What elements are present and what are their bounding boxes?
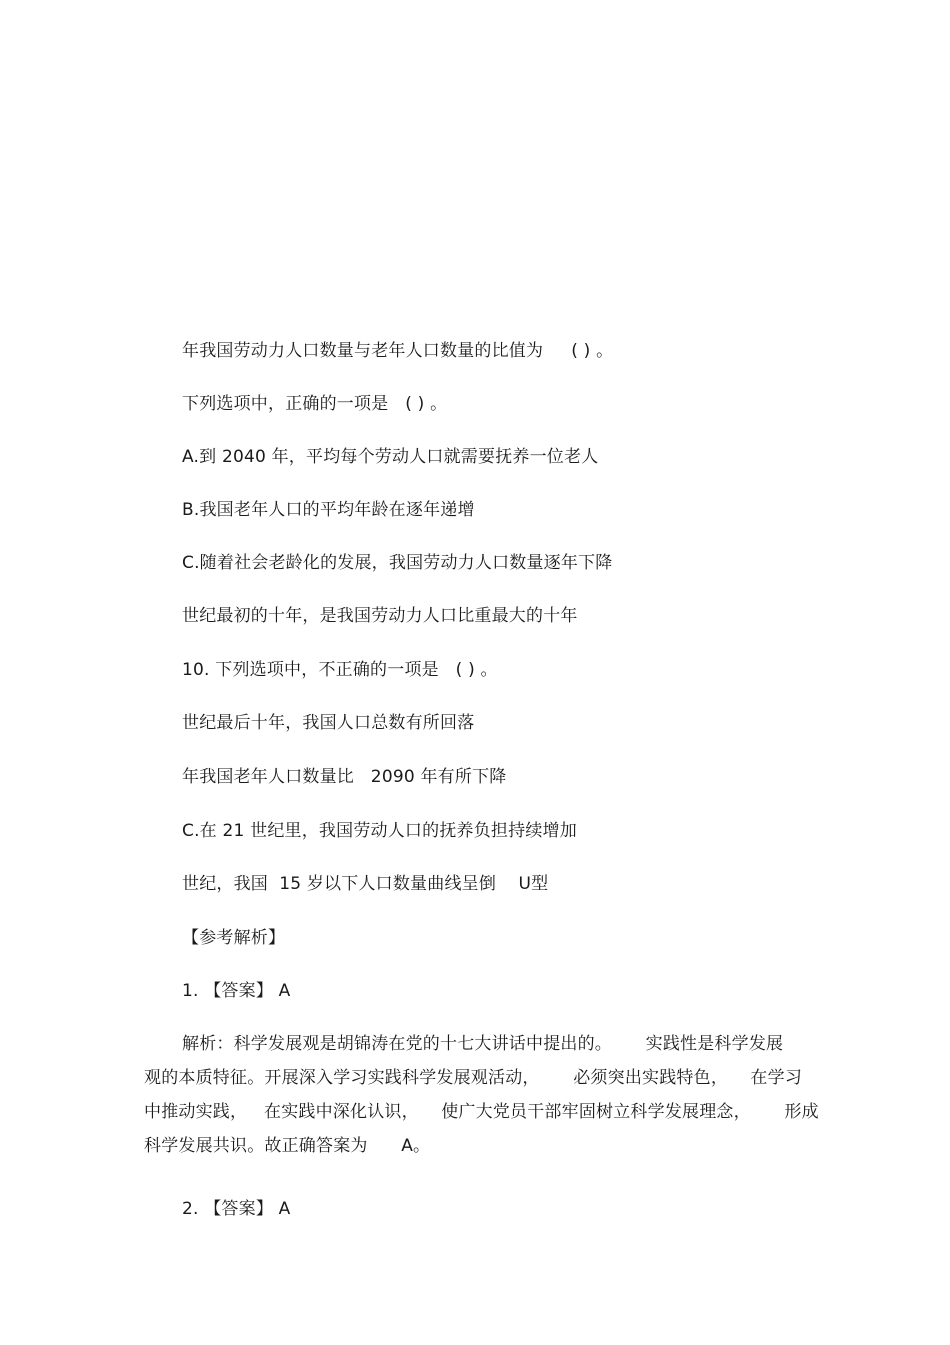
explanation-line: 观的本质特征。开展深入学习实践科学发展观活动， 必须突出实践特色， 在学习 <box>144 1068 803 1088</box>
q10-option-b: 年我国老年人口数量比 2090 年有所下降 <box>182 767 507 787</box>
explanation-line: 科学发展共识。故正确答案为 A。 <box>144 1136 431 1156</box>
q10-option-c: C.在 21 世纪里，我国劳动人口的抚养负担持续增加 <box>182 821 577 841</box>
q10-option-d: 世纪，我国 15 岁以下人口数量曲线呈倒 U型 <box>182 874 549 894</box>
answer-2: 2. 【答案】 A <box>182 1199 291 1219</box>
option-d: 世纪最初的十年，是我国劳动力人口比重最大的十年 <box>182 606 578 626</box>
q10-option-a: 世纪最后十年，我国人口总数有所回落 <box>182 713 475 733</box>
explanation-paragraph <box>144 1027 819 1163</box>
option-a: A.到 2040 年，平均每个劳动人口就需要抚养一位老人 <box>182 447 599 467</box>
explanation-line: 解析：科学发展观是胡锦涛在党的十七大讲话中提出的。 实践性是科学发展 <box>182 1034 784 1054</box>
option-b: B.我国老年人口的平均年龄在逐年递增 <box>182 500 475 520</box>
option-c: C.随着社会老龄化的发展，我国劳动力人口数量逐年下降 <box>182 553 613 573</box>
question-10: 10. 下列选项中，不正确的一项是 ( ) 。 <box>182 660 498 680</box>
answer-1: 1. 【答案】 A <box>182 981 291 1001</box>
question-correct-prompt: 下列选项中，正确的一项是 ( ) 。 <box>182 394 448 414</box>
question-ratio-text: 年我国劳动力人口数量与老年人口数量的比值为 ( ) 。 <box>182 341 614 361</box>
reference-analysis-heading: 【参考解析】 <box>182 928 286 948</box>
explanation-line: 中推动实践， 在实践中深化认识， 使广大党员干部牢固树立科学发展理念， 形成 <box>144 1102 819 1122</box>
